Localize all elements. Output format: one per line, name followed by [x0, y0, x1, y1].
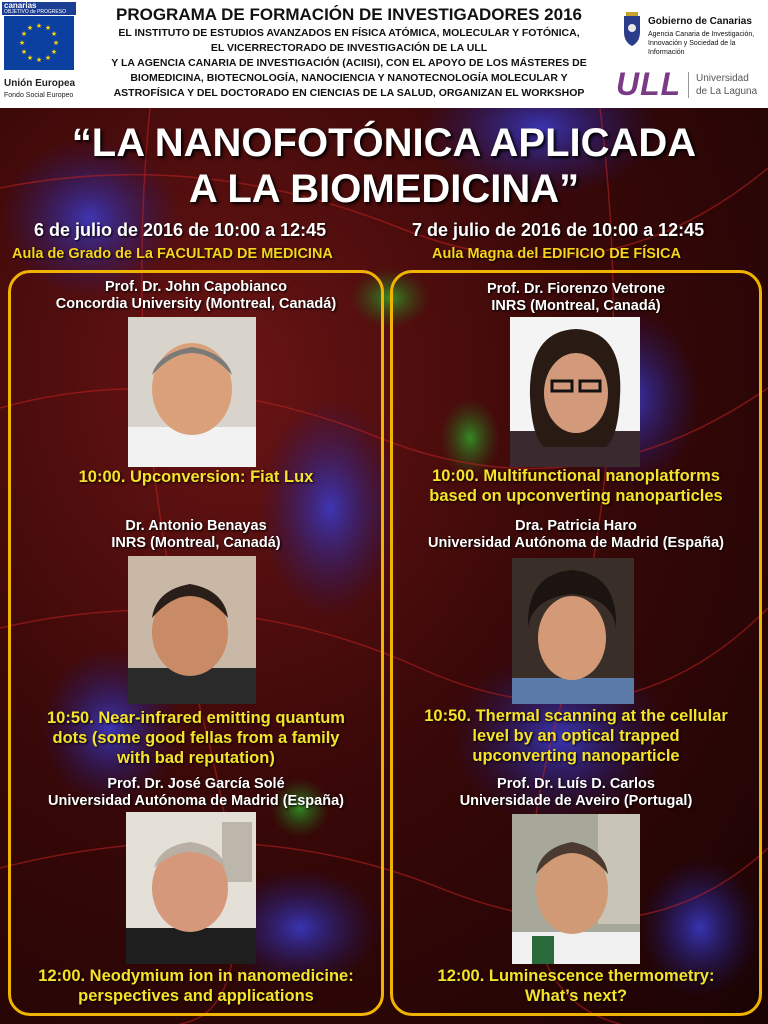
organizers-line: BIOMEDICINA, BIOTECNOLOGÍA, NANOCIENCIA Y NANOTECNOLOGÍA MOLECULAR Y	[130, 72, 568, 84]
speaker-name: Dra. Patricia Haro	[515, 518, 637, 534]
svg-text:★: ★	[50, 48, 58, 56]
header-banner	[0, 0, 768, 108]
talk-title: 10:00. Multifunctional nanoplatforms based on upconverting nanoparticles	[429, 467, 723, 505]
talk-title: 10:00. Upconversion: Fiat Lux	[78, 468, 314, 486]
day-1-venue: Aula de Grado de La FACULTAD DE MEDICINA	[12, 246, 333, 262]
speaker-affiliation: Universidad Autónoma de Madrid (España)	[48, 793, 344, 809]
speaker-vetrone	[392, 281, 760, 315]
eu-flag-icon	[4, 16, 74, 70]
organizers-line: Y LA AGENCIA CANARIA DE INVESTIGACIÓN (ACIISI), CON EL APOYO DE LOS MÁSTERES DE	[111, 57, 587, 69]
eu-subtitle: Fondo Social Europeo	[4, 92, 74, 99]
svg-text:★: ★	[35, 56, 43, 64]
organizers-line: EL VICERRECTORADO DE INVESTIGACIÓN DE LA ULL	[210, 42, 488, 54]
speaker-name: Prof. Dr. José García Solé	[107, 776, 285, 792]
speaker-photo	[512, 814, 640, 964]
talk-title: 12:00. Luminescence thermometry: What’s next?	[437, 967, 715, 1005]
svg-text:★: ★	[44, 24, 52, 32]
speaker-affiliation: Concordia University (Montreal, Canadá)	[55, 296, 337, 312]
speaker-photo	[126, 812, 256, 964]
day-2-date: 7 de julio de 2016 de 10:00 a 12:45	[412, 220, 705, 240]
ull-logo: ULL Universidad de La Laguna	[616, 66, 758, 102]
header-text	[82, 4, 616, 101]
svg-text:★: ★	[52, 39, 60, 47]
svg-text:★: ★	[44, 54, 52, 62]
day-1-date: 6 de julio de 2016 de 10:00 a 12:45	[34, 220, 327, 240]
coat-of-arms-icon	[620, 8, 644, 48]
organizers-line: ASTROFÍSICA Y DEL DOCTORADO EN CIENCIAS DE LA SALUD, ORGANIZAN EL WORKSHOP	[113, 87, 585, 99]
gobierno-canarias-logo: Gobierno de Canarias Agencia Canaria de Investigación, Innovación y Sociedad de la Información	[620, 6, 765, 62]
speaker-name: Prof. Dr. Fiorenzo Vetrone	[486, 281, 666, 297]
speaker-photo	[128, 556, 256, 704]
speaker-carlos	[392, 776, 760, 810]
workshop-title: “LA NANOFOTÓNICA APLICADA A LA BIOMEDICINA”	[71, 121, 697, 211]
speaker-haro	[392, 518, 760, 552]
speaker-affiliation: Universidade de Aveiro (Portugal)	[459, 793, 693, 809]
speaker-name: Prof. Dr. John Capobianco	[104, 279, 288, 295]
svg-text:★: ★	[18, 39, 26, 47]
talk-title: 10:50. Near-infrared emitting quantum dots (some good fellas from a family with bad reputation)	[47, 709, 345, 767]
speaker-photo	[128, 317, 256, 467]
svg-text:★: ★	[20, 30, 28, 38]
speaker-affiliation: INRS (Montreal, Canadá)	[111, 535, 281, 551]
speaker-affiliation: INRS (Montreal, Canadá)	[491, 298, 661, 314]
speaker-capobianco	[10, 279, 382, 313]
organizers-line: EL INSTITUTO DE ESTUDIOS AVANZADOS EN FÍSICA ATÓMICA, MOLECULAR Y FOTÓNICA,	[118, 27, 580, 39]
speaker-benayas	[10, 518, 382, 552]
day-2-venue: Aula Magna del EDIFICIO DE FÍSICA	[432, 246, 681, 262]
eu-logo-top: canarias OBJETIVO de PROGRESO	[2, 2, 76, 15]
speaker-garcia-sole	[10, 776, 382, 810]
svg-text:★: ★	[26, 24, 34, 32]
program-title: PROGRAMA DE FORMACIÓN DE INVESTIGADORES 2016	[116, 5, 582, 24]
eu-name: Unión Europea	[4, 78, 76, 89]
speaker-affiliation: Universidad Autónoma de Madrid (España)	[428, 535, 724, 551]
speaker-name: Prof. Dr. Luís D. Carlos	[497, 776, 655, 792]
speaker-photo	[512, 558, 634, 704]
talk-title: 12:00. Neodymium ion in nanomedicine: perspectives and applications	[38, 967, 354, 1005]
talk-title: 10:50. Thermal scanning at the cellular level by an optical trapped upconverting nanoparticle	[424, 707, 728, 765]
eu-logo	[2, 2, 76, 102]
speaker-photo	[510, 317, 640, 467]
speaker-name: Dr. Antonio Benayas	[125, 518, 267, 534]
svg-text:★: ★	[26, 54, 34, 62]
svg-text:★: ★	[50, 30, 58, 38]
svg-text:★: ★	[35, 22, 43, 30]
svg-text:★: ★	[20, 48, 28, 56]
